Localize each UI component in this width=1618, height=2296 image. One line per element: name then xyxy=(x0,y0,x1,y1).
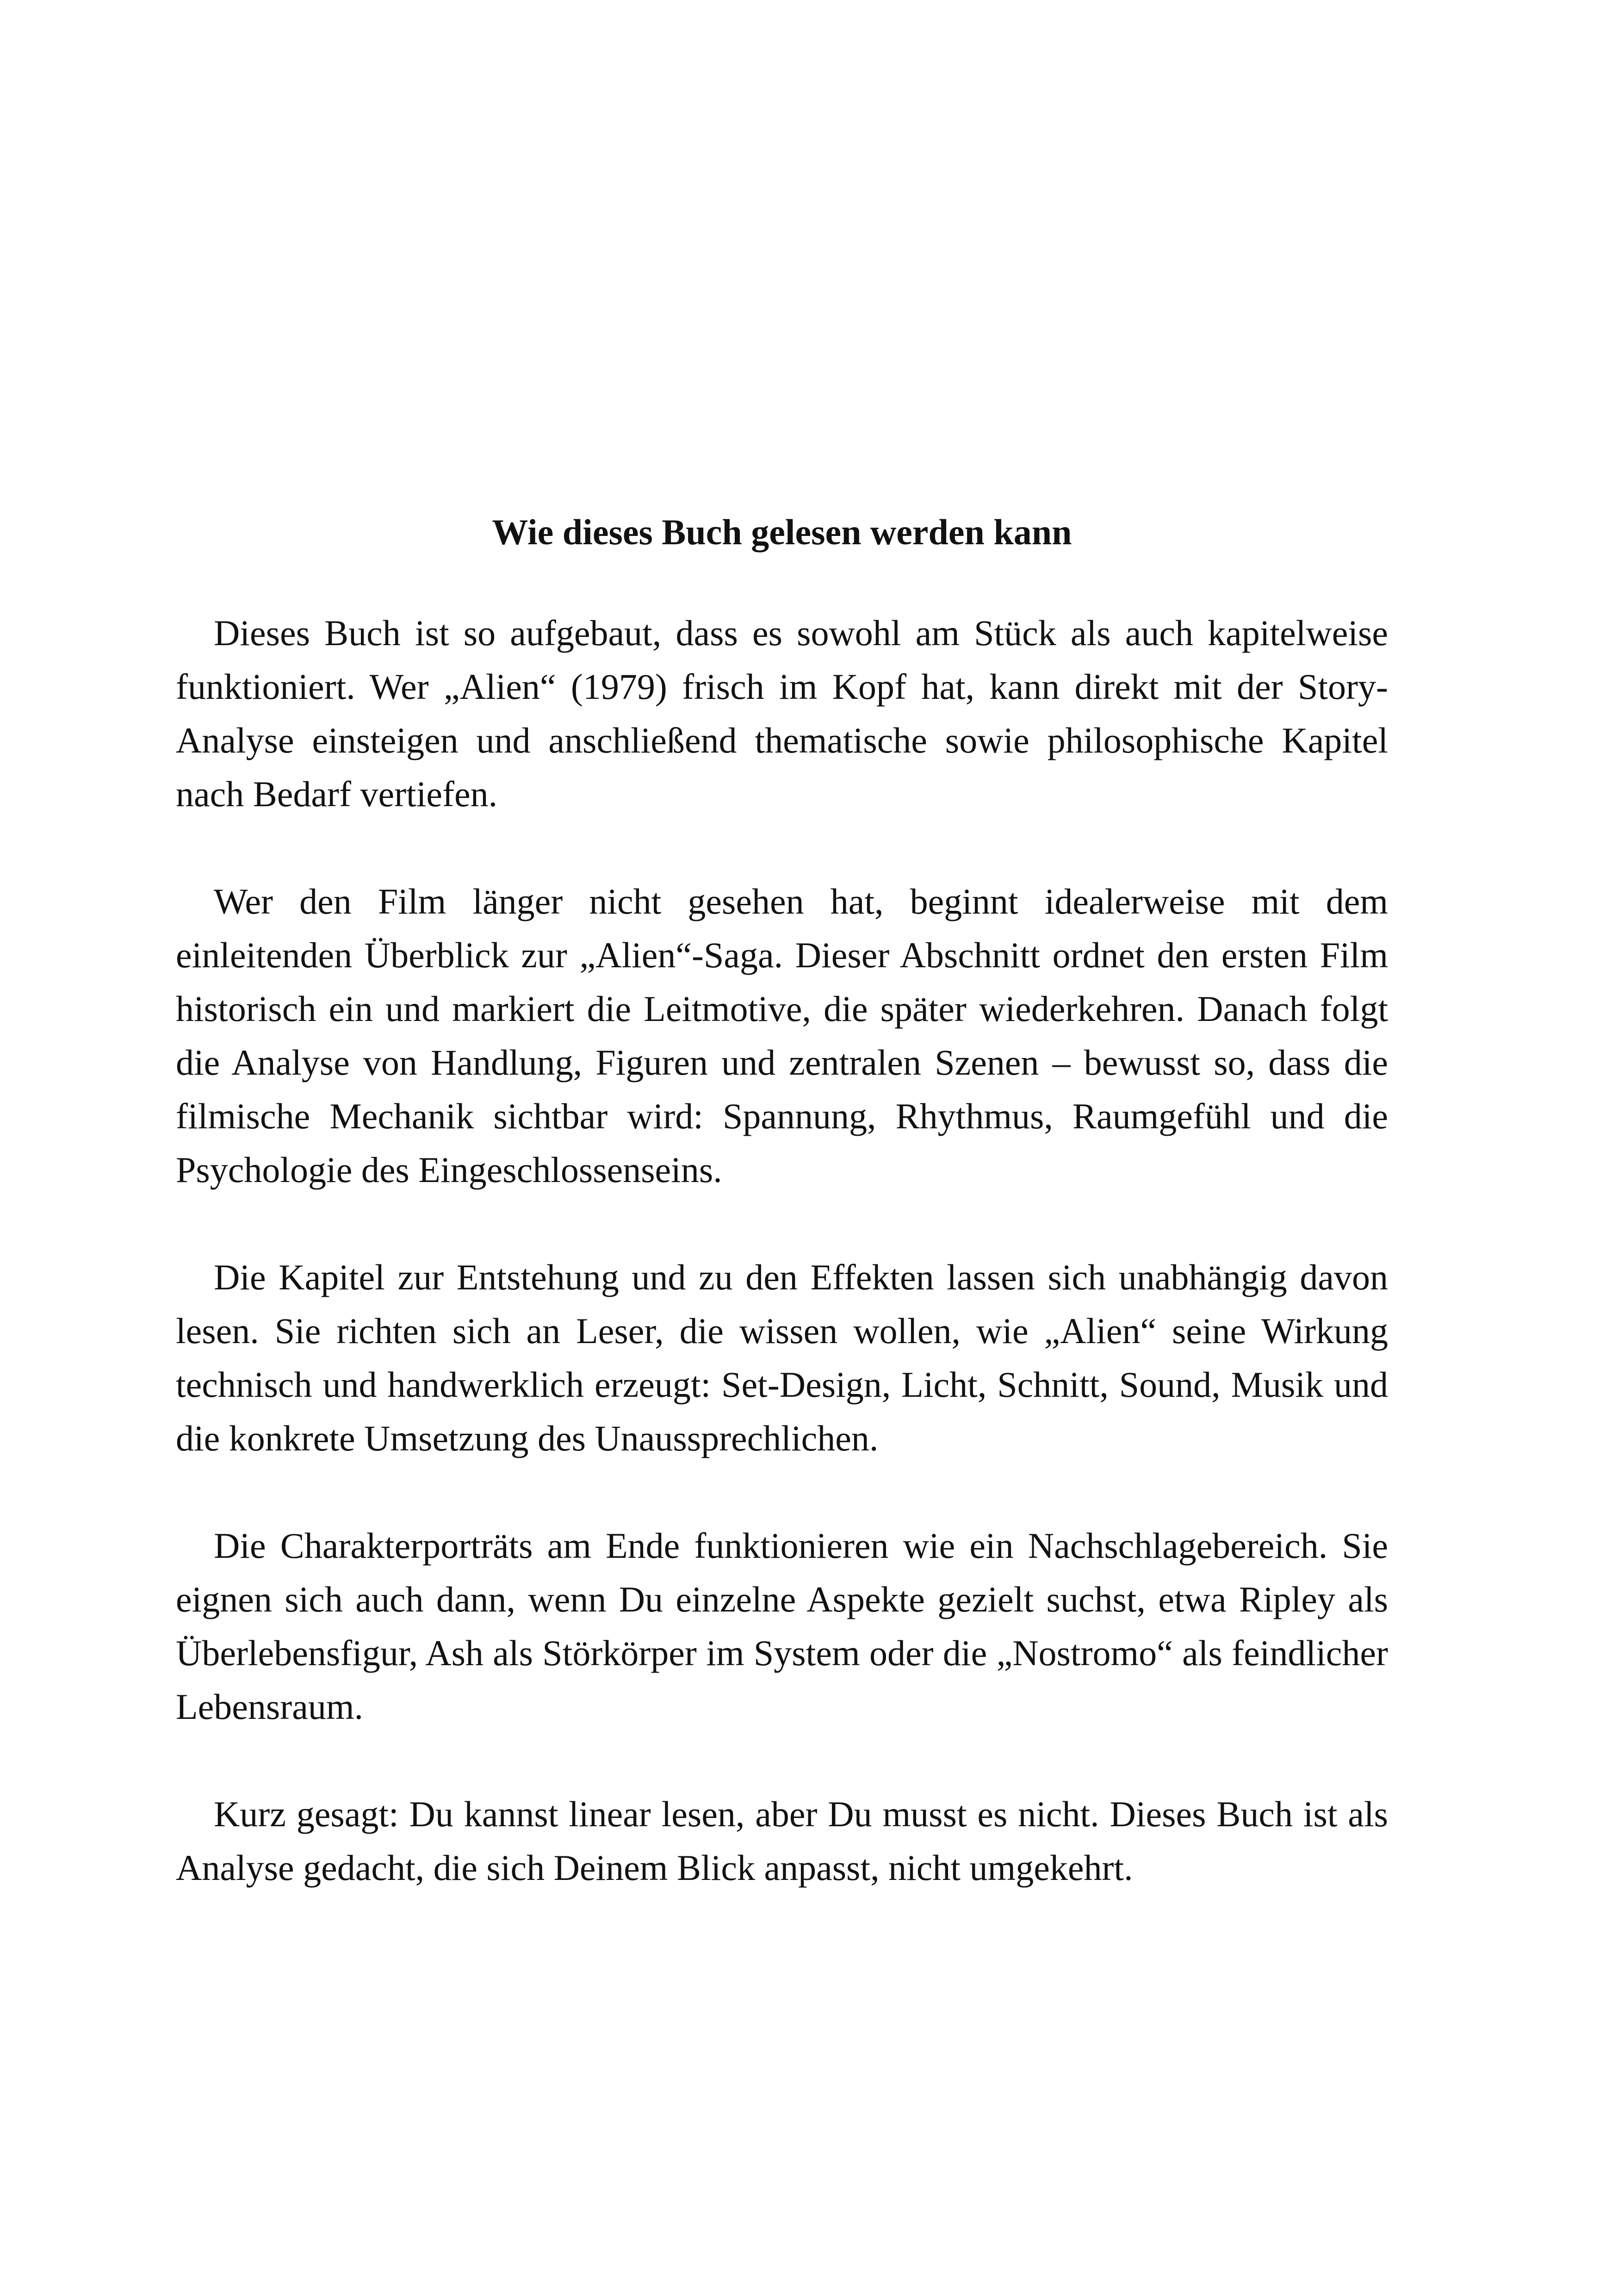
paragraph-first-time-viewers: Wer den Film länger nicht gesehen hat, beginnt idealerweise mit dem einleitenden Überblick zur „Alien“-Saga. Dieser Abschnitt ordnet den ersten Film historisch ein und markiert die Leitmotive, die später wiederkehren. Danach folgt die Analyse von Handlung, Figuren und zentralen Szenen – bewusst so, dass die filmische Mechanik sichtbar wird: Spannung, Rhythmus, Raumgefühl und die Psychologie des Eingeschlossenseins. xyxy=(176,881,1388,1190)
document-page xyxy=(176,509,1388,1895)
page-title: Wie dieses Buch gelesen werden kann xyxy=(492,512,1072,552)
paragraph-how-to-read: Dieses Buch ist so aufgebaut, dass es sowohl am Stück als auch kapitelweise funktioniert. Wer „Alien“ (1979) frisch im Kopf hat, kann direkt mit der Story-Analyse einsteigen und anschließend thematische sowie philosophische Kapitel nach Bedarf vertiefen. xyxy=(176,613,1388,814)
paragraph-summary: Kurz gesagt: Du kannst linear lesen, aber Du musst es nicht. Dieses Buch ist als Analyse gedacht, die sich Deinem Blick anpasst, nicht umgekehrt. xyxy=(176,1794,1388,1888)
paragraph-production-chapters: Die Kapitel zur Entstehung und zu den Effekten lassen sich unabhängig davon lesen. Sie richten sich an Leser, die wissen wollen, wie „Alien“ seine Wirkung technisch und handwerklich erzeugt: Set-Design, Licht, Schnitt, Sound, Musik und die konkrete Umsetzung des Unaussprechlichen. xyxy=(176,1257,1388,1458)
paragraph-character-portraits: Die Charakterporträts am Ende funktionieren wie ein Nachschlagebereich. Sie eignen sich auch dann, wenn Du einzelne Aspekte gezielt suchst, etwa Ripley als Überlebensfigur, Ash als Störkörper im System oder die „Nostromo“ als feindlicher Lebensraum. xyxy=(176,1525,1388,1727)
